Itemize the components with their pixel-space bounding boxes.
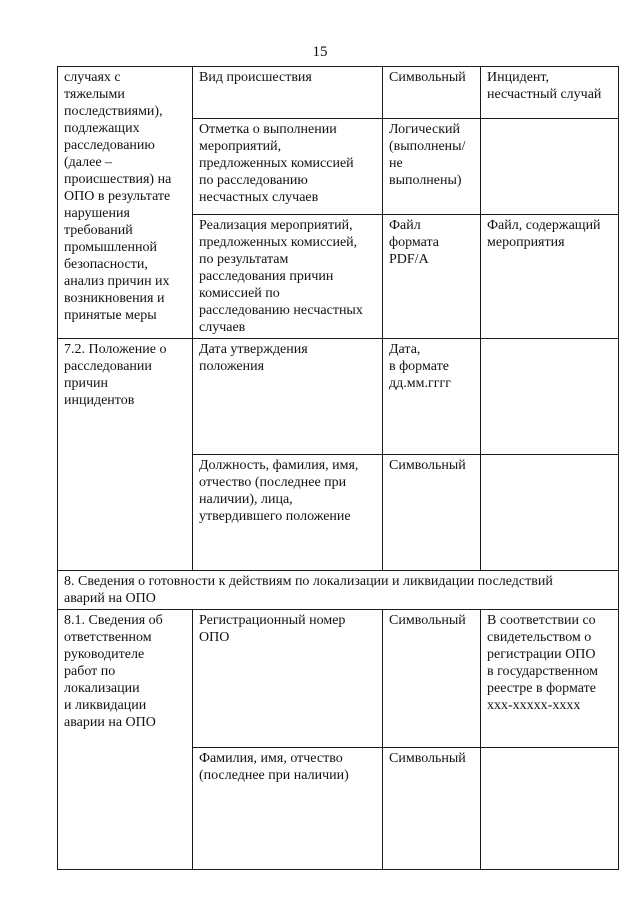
section-description: случаях с тяжелыми последствиями), подлежащих расследованию (далее – происшествия) на ОПО в результате нарушения требований промышленной безопасности, анализ причин их возникновения и принятые меры — [58, 67, 193, 339]
field-format: Символьный — [383, 455, 481, 571]
field-name: Должность, фамилия, имя, отчество (последнее при наличии), лица, утвердившего положение — [193, 455, 383, 571]
field-format: Символьный — [383, 610, 481, 748]
document-table — [57, 66, 619, 870]
field-note: Инцидент, несчастный случай — [481, 67, 619, 119]
field-format: Символьный — [383, 67, 481, 119]
field-format: Файл формата PDF/A — [383, 215, 481, 339]
section-description: 7.2. Положение о расследовании причин инцидентов — [58, 339, 193, 571]
field-name: Регистрационный номер ОПО — [193, 610, 383, 748]
field-note: Файл, содержащий мероприятия — [481, 215, 619, 339]
field-note — [481, 748, 619, 870]
field-name: Вид происшествия — [193, 67, 383, 119]
field-format: Логический (выполнены/ не выполнены) — [383, 119, 481, 215]
field-name: Отметка о выполнении мероприятий, предложенных комиссией по расследованию несчастных случаев — [193, 119, 383, 215]
field-note — [481, 119, 619, 215]
table-row — [58, 67, 619, 119]
field-name: Реализация мероприятий, предложенных комиссией, по результатам расследования причин комиссией по расследованию несчастных случаев — [193, 215, 383, 339]
page-number: 15 — [312, 44, 328, 60]
field-name: Дата утверждения положения — [193, 339, 383, 455]
field-format: Символьный — [383, 748, 481, 870]
field-name: Фамилия, имя, отчество (последнее при наличии) — [193, 748, 383, 870]
table-row — [58, 610, 619, 748]
table-row — [58, 571, 619, 610]
section-description: 8.1. Сведения об ответственном руководителе работ по локализации и ликвидации аварии на ОПО — [58, 610, 193, 870]
field-note: В соответствии со свидетельством о регистрации ОПО в государственном реестре в формате ххх-ххххх-хххх — [481, 610, 619, 748]
section-header: 8. Сведения о готовности к действиям по локализации и ликвидации последствий аварий на ОПО — [58, 571, 619, 610]
field-format: Дата, в формате дд.мм.гггг — [383, 339, 481, 455]
field-note — [481, 339, 619, 455]
field-note — [481, 455, 619, 571]
table-row — [58, 339, 619, 455]
